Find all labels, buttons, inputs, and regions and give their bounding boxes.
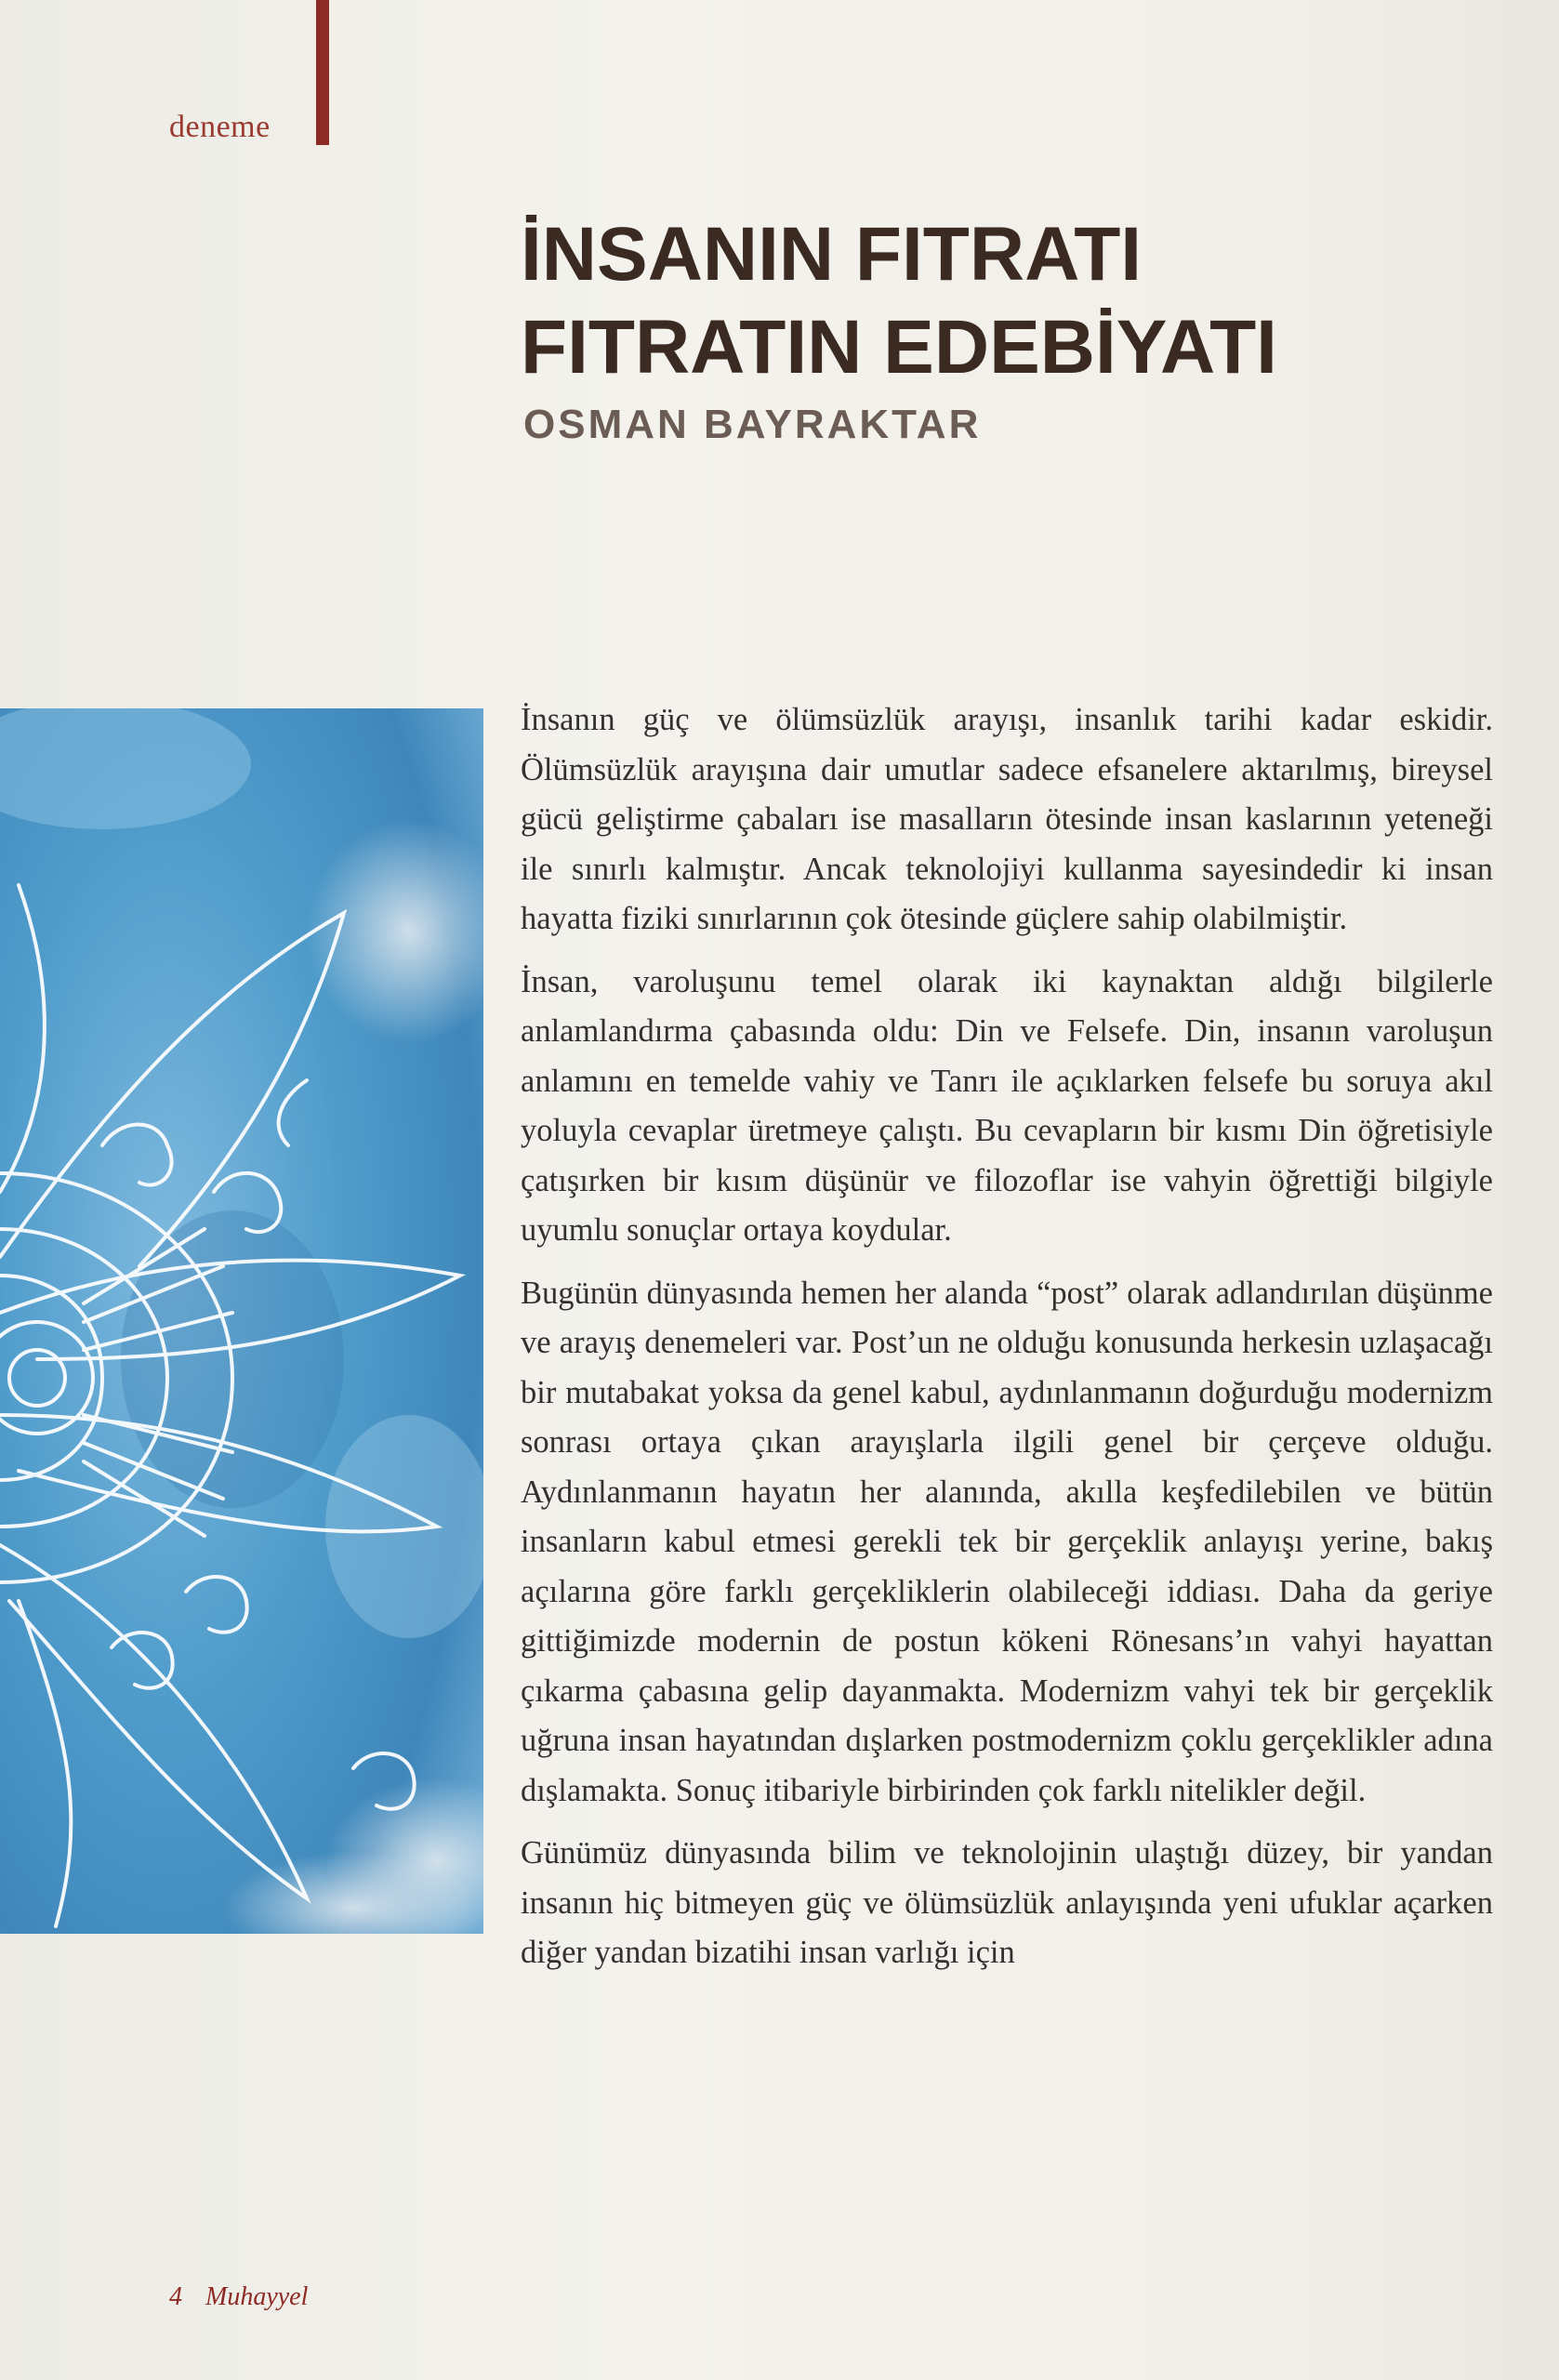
magazine-name: Muhayyel [205, 2282, 309, 2311]
section-label: deneme [169, 110, 271, 144]
article-paragraph: İnsanın güç ve ölümsüzlük arayışı, insanlık tarihi kadar eskidir. Ölümsüzlük arayışına dair umutlar sadece efsanelere aktarılmış, bireysel gücü geliştirme çabaları ise masalların ötesinde insan kaslarının yeteneği ile sınırlı kalmıştır. Ancak teknolojiyi kullanma sayesindedir ki insan hayatta fiziki sınırlarının çok ötesinde güçlere sahip olabilmiştir. [521, 702, 1493, 936]
article-body [521, 695, 1493, 1991]
article-paragraph: Günümüz dünyasında bilim ve teknolojinin ulaştığı düzey, bir yandan insanın hiç bitmeyen güç ve ölümsüzlük anlayışında yeni ufuklar açarken diğer yandan bizatihi insan varlığı için [521, 1835, 1493, 1970]
article-title [521, 208, 1450, 394]
page-footer [169, 2282, 308, 2312]
section-marker-bar [316, 0, 329, 145]
article-title-line-2: FITRATIN EDEBİYATI [521, 305, 1277, 390]
article-title-line-1: İNSANIN FITRATI [521, 212, 1143, 297]
article-author: OSMAN BAYRAKTAR [523, 402, 982, 447]
article-paragraph: İnsan, varoluşunu temel olarak iki kaynaktan aldığı bilgilerle anlamlandırma çabasında oldu: Din ve Felsefe. Din, insanın varoluşun anlamını en temelde vahiy ve Tanrı ile açıklarken felsefe bu soruya akıl yoluyla cevaplar üretmeye çalıştı. Bu cevapların bir kısmı Din öğretisiyle çatışırken bir kısım düşünür ve filozoflar ise vahyin öğrettiği bilgiyle uyumlu sonuçlar ortaya koydular. [521, 963, 1493, 1248]
article-paragraph: Bugünün dünyasında hemen her alanda “post” olarak adlandırılan düşünme ve arayış denemeleri var. Post’un ne olduğu konusunda herkesin uzlaşacağı bir mutabakat yoksa da genel kabul, aydınlanmanın doğurduğu modernizm sonrası ortaya çıkan arayışlarla ilgili genel bir çerçeve olduğu. Aydınlanmanın hayatın her alanında, akılla keşfedilebilen ve bütün insanların kabul etmesi gerekli tek bir gerçeklik anlayışı yerine, bakış açılarına göre farklı gerçekliklerin olabileceği iddiası. Daha da geriye gittiğimizde modernin de postun kökeni Rönesans’ın vahyi hayattan çıkarma çabasına gelip dayanmakta. Modernizm vahyi tek bir gerçeklik uğruna insan hayatından dışlarken postmodernizm çoklu gerçeklikler adına dışlamakta. Sonuç itibariyle birbirinden çok farklı nitelikler değil. [521, 1275, 1493, 1808]
page-number: 4 [169, 2282, 182, 2311]
mandala-illustration [0, 708, 483, 1934]
